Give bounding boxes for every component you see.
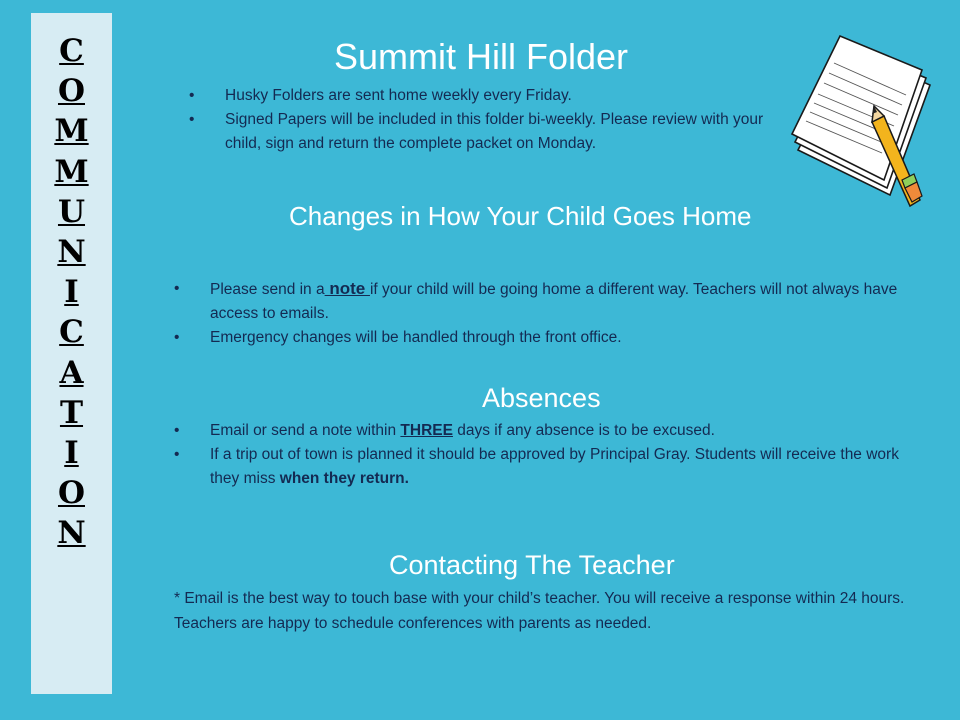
sidebar-letter: A [59, 354, 84, 391]
changes-bullet-list [210, 277, 920, 350]
three-days-emphasis: THREE [400, 422, 453, 439]
sidebar-letter: U [57, 193, 86, 230]
when-they-return-emphasis: when they return. [279, 470, 409, 487]
folder-title: Summit Hill Folder [334, 36, 629, 77]
sidebar-letter: I [64, 435, 79, 472]
sidebar-letter: I [64, 274, 79, 311]
communication-sidebar [31, 13, 112, 694]
sidebar-letter: N [57, 234, 86, 271]
changes-bullet-text: if your child will be going home a different way. Teachers will not always have access to emails. [210, 281, 898, 322]
absences-title: Absences [482, 383, 601, 413]
changes-bullet [210, 277, 920, 326]
folder-bullet: • Signed Papers will be included in this folder bi-weekly. Please review with your child, sign and return the complete packet on Monday. [225, 108, 785, 156]
changes-bullet-text: Please send in a [210, 281, 325, 298]
absences-bullet-text: days if any absence is to be excused. [452, 422, 715, 439]
sidebar-letter: C [59, 314, 84, 351]
absences-bullet-text: Email or send a note within [210, 422, 401, 439]
folder-bullet: • Husky Folders are sent home weekly every Friday. [225, 84, 785, 108]
sidebar-letter: M [54, 113, 89, 150]
changes-title: Changes in How Your Child Goes Home [289, 201, 752, 231]
folder-bullet-list [225, 84, 785, 156]
contact-text: * Email is the best way to touch base with your child’s teacher. You will receive a response within 24 hours. Teachers are happy to schedule conferences with parents as needed. [174, 590, 905, 632]
paper-stack-pencil-icon [790, 30, 940, 210]
sidebar-letter: M [54, 153, 89, 190]
sidebar-letter: O [57, 73, 85, 110]
sidebar-letter: T [59, 394, 84, 431]
sidebar-letter: O [57, 475, 85, 512]
changes-bullet: • Emergency changes will be handled through the front office. [210, 326, 920, 350]
absences-bullet-text: If a trip out of town is planned it should be approved by Principal Gray. Students will receive the work they miss [210, 446, 899, 487]
absences-bullet [210, 419, 920, 443]
sidebar-letter: C [59, 33, 84, 69]
absences-bullet [210, 443, 920, 491]
contact-title: Contacting The Teacher [389, 550, 675, 580]
sidebar-letter: N [57, 515, 86, 552]
note-link[interactable]: note [324, 279, 370, 298]
absences-bullet-list [210, 419, 920, 491]
